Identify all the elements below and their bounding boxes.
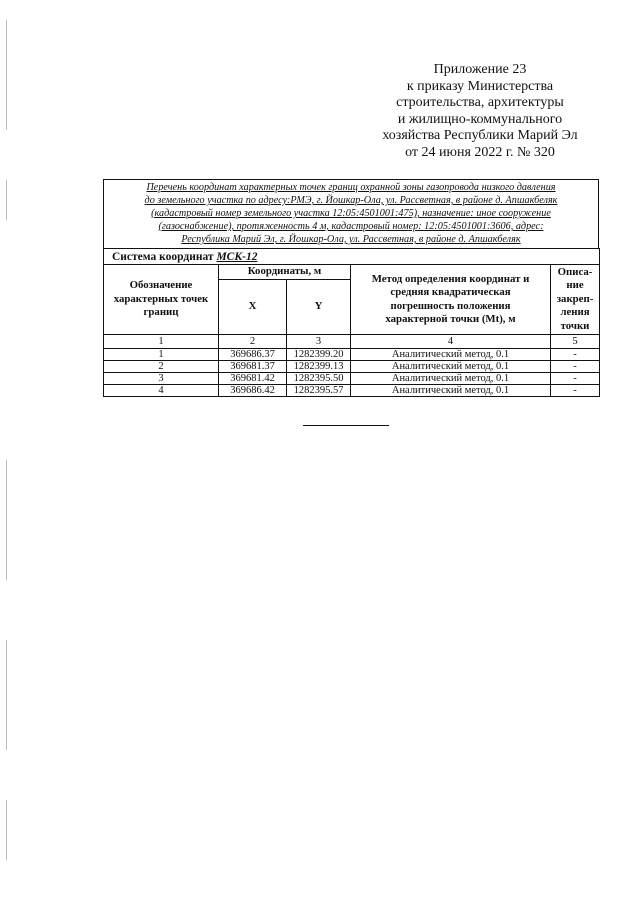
cell-point: 3 [104,373,219,385]
column-number: 2 [219,335,287,349]
column-number: 5 [551,335,600,349]
header-line: от 24 июня 2022 г. № 320 [405,144,555,160]
scan-edge-mark [6,800,7,860]
column-number: 3 [287,335,351,349]
column-number: 4 [351,335,551,349]
cell-point: 4 [104,385,219,397]
header-method: Метод определения координат и средняя квадратическая погрешность положения характерной точки (Mt), м [351,265,551,335]
cell-fixing: - [551,361,600,373]
appendix-header [360,62,600,162]
table-row [104,373,600,385]
cell-method: Аналитический метод, 0.1 [351,373,551,385]
cell-point: 1 [104,349,219,361]
numbering-row [104,335,600,349]
scan-edge-mark [6,460,7,580]
cell-fixing: - [551,385,600,397]
header-line: к приказу Министерства [406,78,554,94]
table-row [104,349,600,361]
header-fixing: Описа-ние закреп-ления точки [551,265,600,335]
caption-line: (кадастровый номер земельного участка 12:05:4501001:475), назначение: иное сооружение [151,208,551,219]
cell-method: Аналитический метод, 0.1 [351,361,551,373]
header-y: Y [287,280,351,335]
header-line: и жилищно-коммунального [397,111,563,127]
scan-edge-mark [6,180,7,220]
cell-y: 1282395.57 [287,385,351,397]
scan-edge-mark [6,640,7,750]
table-row [104,385,600,397]
header-coords: Координаты, м [219,265,351,280]
coordinates-table [103,248,600,397]
caption-line: до земельного участка по адресу:РМЭ, г. Йошкар-Ола, ул. Рассветная, в районе д. Апшакбеляк [144,195,558,206]
cell-y: 1282399.13 [287,361,351,373]
caption-line: Республика Марий Эл, г. Йошкар-Ола, ул. Рассветная, в районе д. Апшакбеляк [181,234,521,245]
cell-method: Аналитический метод, 0.1 [351,385,551,397]
caption-line: Перечень координат характерных точек границ охранной зоны газопровода низкого давления [146,182,556,193]
header-point: Обозначение характерных точек границ [104,265,219,335]
system-row [104,249,600,265]
cell-x: 369681.37 [219,361,287,373]
system-value: МСК-12 [216,250,258,263]
system-label: Система координат [112,250,214,263]
cell-method: Аналитический метод, 0.1 [351,349,551,361]
cell-point: 2 [104,361,219,373]
header-line: Приложение 23 [433,62,527,77]
table-caption [103,179,599,249]
header-line: строительства, архитектуры [396,95,564,111]
cell-y: 1282395.50 [287,373,351,385]
cell-fixing: - [551,349,600,361]
coordinate-system [104,249,600,265]
cell-y: 1282399.20 [287,349,351,361]
cell-x: 369686.42 [219,385,287,397]
cell-x: 369686.37 [219,349,287,361]
cell-x: 369681.42 [219,373,287,385]
cell-fixing: - [551,373,600,385]
scan-edge-mark [6,20,7,130]
header-line: хозяйства Республики Марий Эл [382,128,578,144]
column-number: 1 [104,335,219,349]
header-x: X [219,280,287,335]
header-row [104,265,600,280]
end-divider [303,425,389,426]
table-row [104,361,600,373]
caption-line: (газоснабжение), протяженность 4 м, кадастровый номер: 12:05:4501001:3606, адрес: [158,221,544,232]
